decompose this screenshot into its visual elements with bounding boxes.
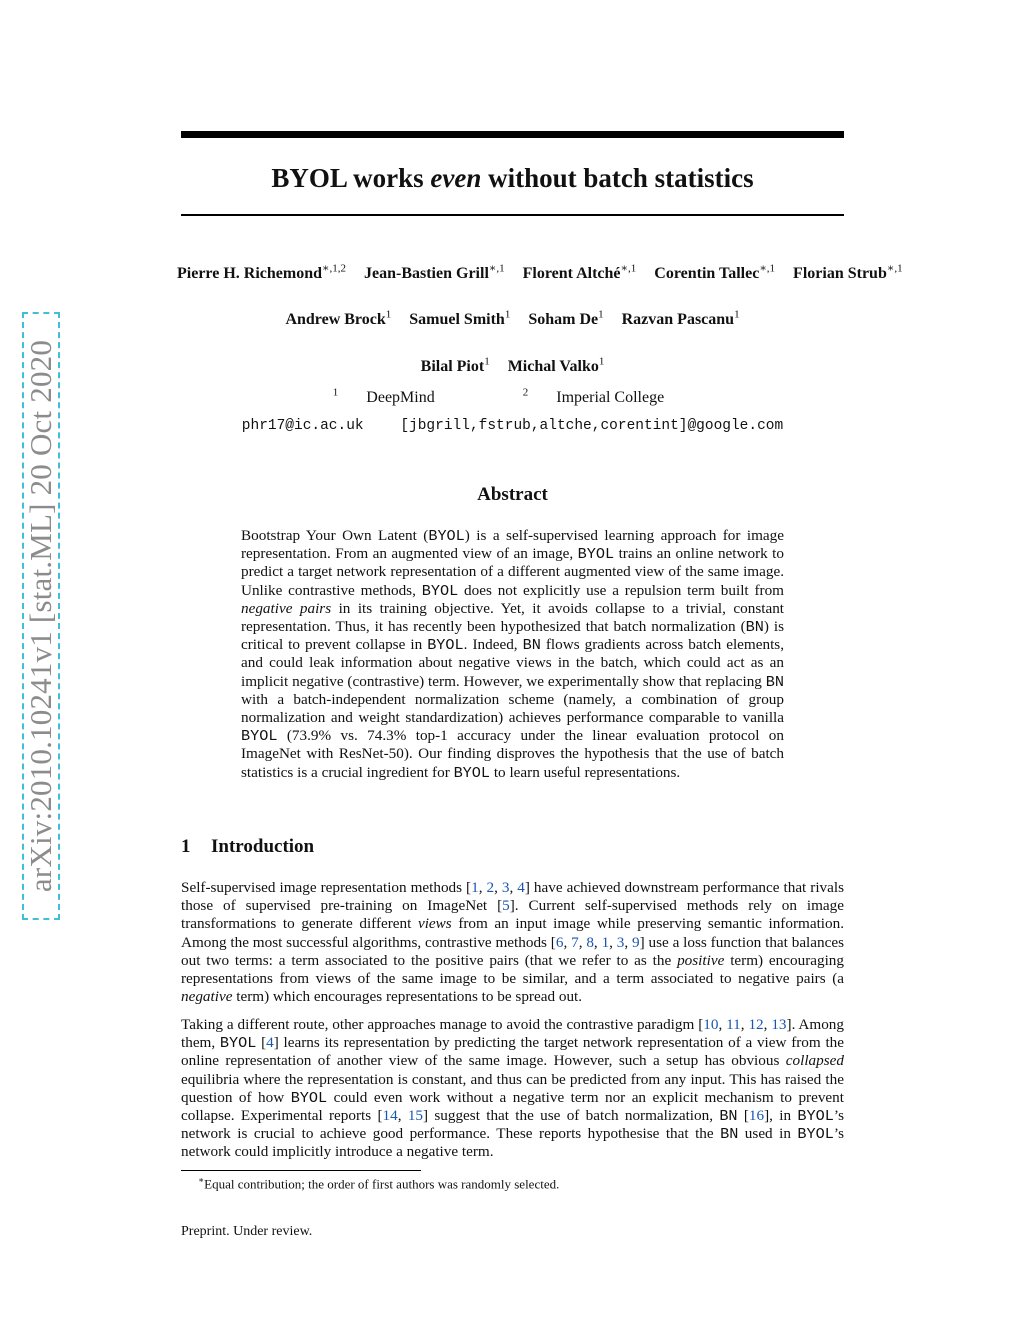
author: Corentin Tallec$^{∗,1}$	[654, 263, 776, 283]
citation-link[interactable]: 3	[616, 933, 625, 951]
arxiv-stamp-text: arXiv:2010.10241v1 [stat.ML] 20 Oct 2020	[23, 339, 58, 893]
citation-link[interactable]: 15	[407, 1107, 423, 1125]
citation-link[interactable]: 11	[726, 1016, 741, 1033]
citation-link[interactable]: 14	[382, 1107, 398, 1125]
email: [jbgrill,fstrub,altche,corentint]@google.com	[400, 418, 784, 434]
intro-paragraph-1: Self-supervised image representation methods [1, 2, 3, 4] have achieved downstream performance that rivals those of supervised pre-training on ImageNet [5]. Current self-supervised methods rely on image transformations to generate different views from an input image while preserving semantic information. Among the most successful algorithms, contrastive methods [6, 7, 8, 1, 3, 9] use a loss function that balances out two terms: a term associated to the positive pairs (that we refer to as the positive term) encouraging representations from views of the same image to be similar, and a term associated to negative pairs (a negative term) which encourages representations to be spread out.	[181, 879, 845, 1006]
email: phr17@ic.ac.uk	[241, 418, 364, 434]
author: Andrew Brock$^1$	[285, 309, 392, 329]
author-row-1	[170, 262, 930, 283]
affiliations	[181, 387, 844, 407]
citation-link[interactable]: 1	[471, 879, 479, 896]
section-heading-introduction: 1 Introduction	[181, 836, 315, 857]
intro-paragraph-2: Taking a different route, other approaches manage to avoid the contrastive paradigm [10, 11, 12, 13]. Among them, BYOL [4] learns its representation by predicting the target network representation of a view from the online representation of another view of the same image. However, such a setup has obvious collapsed equilibria where the representation is constant, and thus can be predicted from any input. This has raised the question of how BYOL could even work without a negative term nor an explicit mechanism to prevent collapse. Experimental reports [14, 15] suggest that the use of batch normalization, BN [16], in BYOL’s network is crucial to achieve good performance. These reports hypothesise that the BN used in BYOL’s network could implicitly introduce a negative term.	[181, 1016, 845, 1161]
author-row-2	[181, 309, 844, 329]
author: Michal Valko$^1$	[507, 356, 605, 376]
citation-link[interactable]: 12	[748, 1016, 764, 1033]
citation-link[interactable]: 7	[571, 933, 579, 951]
affiliation: $^2$ Imperial College	[522, 387, 665, 407]
citation-link[interactable]: 4	[266, 1034, 274, 1052]
affiliation: $^1$ DeepMind	[332, 387, 435, 407]
author: Jean-Bastien Grill$^{∗,1}$	[364, 263, 505, 283]
preprint-notice: Preprint. Under review.	[181, 1224, 313, 1239]
abstract-heading: Abstract	[477, 484, 548, 505]
author-emails	[181, 418, 844, 434]
footnote: ∗Equal contribution; the order of first authors was randomly selected.	[198, 1175, 560, 1192]
citation-link[interactable]: 3	[501, 879, 510, 896]
paper-title: BYOL works even without batch statistics	[271, 163, 754, 193]
citation-link[interactable]: 6	[555, 933, 564, 951]
abstract-body: Bootstrap Your Own Latent (BYOL) is a self-supervised learning approach for image representation. From an augmented view of an image, BYOL trains an online network to predict a target network representation of a different augmented view of the same image. Unlike contrastive methods, BYOL does not explicitly use a repulsion term built from negative pairs in its training objective. Yet, it avoids collapse to a trivial, constant representation. Thus, it has recently been hypothesized that batch normalization (BN) is critical to prevent collapse in BYOL. Indeed, BN flows gradients across batch elements, and could leak information about negative views in the batch, which could act as an implicit negative (contrastive) term. However, we experimentally show that replacing BN with a batch-independent normalization scheme (namely, a combination of group normalization and weight standardization) achieves performance comparable to vanilla BYOL (73.9% vs. 74.3% top-1 accuracy under the linear evaluation protocol on ImageNet with ResNet-50). Our finding disproves the hypothesis that the use of batch statistics is a crucial ingredient for BYOL to learn useful representations.	[241, 527, 785, 782]
citation-link[interactable]: 4	[517, 879, 525, 896]
author: Samuel Smith$^1$	[409, 309, 511, 329]
title-rule-top	[181, 131, 844, 138]
citation-link[interactable]: 5	[502, 897, 510, 915]
title-rule-bottom	[181, 214, 844, 216]
author: Soham De$^1$	[528, 309, 604, 329]
citation-link[interactable]: 10	[703, 1016, 719, 1033]
citation-link[interactable]: 16	[748, 1107, 765, 1125]
author: Florent Altché$^{∗,1}$	[522, 263, 637, 283]
citation-link[interactable]: 1	[601, 933, 610, 951]
citation-link[interactable]: 2	[486, 879, 495, 896]
citation-link[interactable]: 13	[771, 1016, 787, 1033]
author-row-3	[181, 356, 844, 376]
footnote-rule	[181, 1170, 421, 1171]
citation-link[interactable]: 9	[632, 933, 640, 951]
author: Florian Strub$^{∗,1}$	[793, 263, 903, 283]
citation-link[interactable]: 8	[586, 933, 594, 951]
author: Pierre H. Richemond$^{∗,1,2}$	[177, 263, 346, 283]
author: Razvan Pascanu$^1$	[621, 309, 740, 329]
author: Bilal Piot$^1$	[420, 356, 490, 376]
arxiv-stamp	[22, 312, 60, 920]
